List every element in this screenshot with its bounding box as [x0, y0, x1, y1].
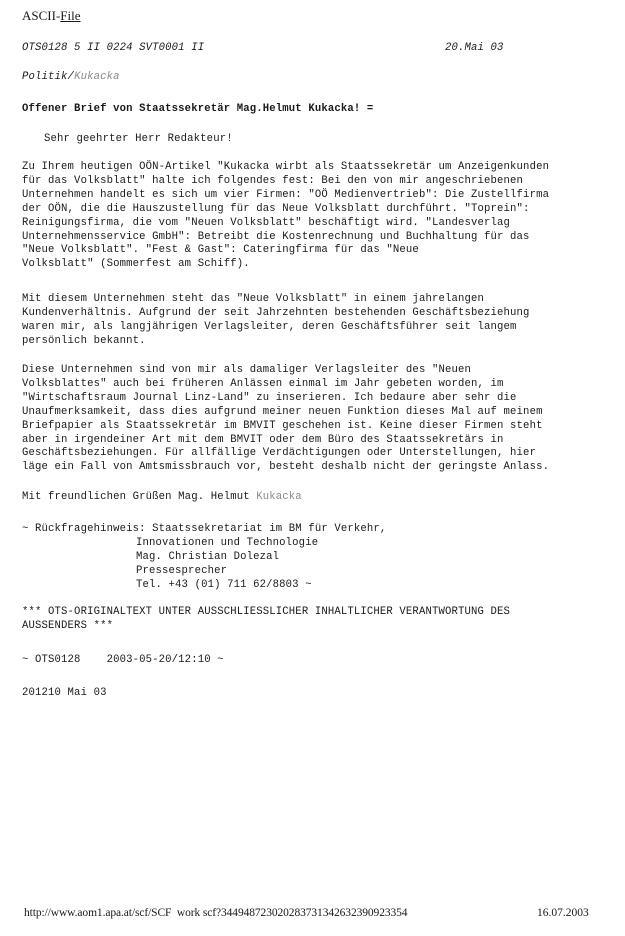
- release-date: 20.Mai 03: [445, 42, 504, 54]
- contact-line: Tel. +43 (01) 711 62/8803 ~: [136, 578, 312, 591]
- paragraph-3: [22, 364, 549, 475]
- letter-title: Offener Brief von Staatssekretär Mag.Helmut Kukacka! =: [22, 103, 374, 115]
- paragraph-line: Zu Ihrem heutigen OÖN-Artikel "Kukacka wirbt als Staatssekretär um Anzeigenkunden: [22, 161, 550, 173]
- contact-line: Mag. Christian Dolezal: [136, 550, 280, 563]
- contact-line: Pressesprecher: [136, 564, 228, 577]
- ots-code: 201210 Mai 03: [22, 687, 107, 699]
- closing-text: Mit freundlichen Grüßen Mag. Helmut: [22, 491, 257, 503]
- paragraph-line: Kundenverhältnis. Aufgrund der seit Jahrzehnten bestehenden Geschäftsbeziehung: [22, 306, 530, 319]
- paragraph-line: Mit diesem Unternehmen steht das "Neue Volksblatt" in einem jahrelangen: [22, 293, 485, 305]
- paragraph-line: Unternehmensservice GmbH": Betreibt die Kostenrechnung und Buchhaltung für das: [22, 230, 530, 243]
- paragraph-line: waren mir, als langjährigen Verlagsleiter, deren Geschäftsführer seit langem: [22, 320, 517, 333]
- paragraph-line: Unternehmen handelt es sich um vier Firmen: "OÖ Medienvertrieb": Die Zustellfirma: [22, 188, 550, 201]
- file-link[interactable]: File: [60, 8, 81, 23]
- ots-id: OTS0128 5 II 0224 SVT0001 II: [22, 42, 205, 54]
- paragraph-line: persönlich bekannt.: [22, 334, 146, 347]
- disclaimer-line: AUSSENDERS ***: [22, 619, 114, 632]
- paragraph-line: Geschäftsbeziehungen. Für allfällige Verdächtigungen oder Unterstellungen, hier: [22, 447, 537, 460]
- footer-date: 16.07.2003: [537, 907, 589, 919]
- paragraph-line: aber in irgendeiner Art mit dem BMVIT oder dem Büro des Staatssekretärs in: [22, 433, 504, 446]
- file-type-label: [22, 8, 81, 24]
- signature-name: Kukacka: [256, 491, 302, 503]
- paragraph-1: [22, 161, 549, 272]
- paragraph-line: "Neue Volksblatt". "Fest & Gast": Cateringfirma für das "Neue: [22, 244, 419, 257]
- paragraph-line: läge ein Fall von Amtsmissbrauch vor, besteht deshalb nicht der geringste Anlass.: [22, 461, 550, 474]
- paragraph-line: der OÖN, die die Hauszustellung für das Neue Volksblatt durchführt. "Toprein":: [22, 202, 530, 215]
- category-keyword: Kukacka: [74, 71, 120, 83]
- footer-url[interactable]: http://www.aom1.apa.at/scf/SCF work scf?344948723020283731342632390923354: [24, 907, 408, 919]
- ots-trailer: ~ OTS0128 2003-05-20/12:10 ~: [22, 654, 224, 666]
- paragraph-2: [22, 293, 530, 349]
- paragraph-line: Volksblattes" auch bei früheren Anlässen einmal im Jahr gebeten worden, im: [22, 377, 504, 390]
- closing-greeting: [22, 491, 302, 505]
- category-label: [22, 71, 120, 85]
- paragraph-line: Reinigungsfirma, die vom "Neuen Volksblatt" beschäftigt wird. "Landesverlag: [22, 216, 511, 229]
- contact-block: [22, 523, 386, 593]
- paragraph-line: Diese Unternehmen sind von mir als damaliger Verlagsleiter des "Neuen: [22, 364, 472, 376]
- category-text: Politik/: [22, 71, 75, 83]
- disclaimer-line: *** OTS-ORIGINALTEXT UNTER AUSSCHLIESSLICHER INHALTLICHER VERANTWORTUNG DES: [22, 606, 511, 618]
- paragraph-line: Unaufmerksamkeit, dass dies aufgrund meiner neuen Funktion dieses Mal auf meinem: [22, 405, 543, 418]
- contact-line: ~ Rückfragehinweis: Staatssekretariat im BM für Verkehr,: [22, 523, 387, 535]
- paragraph-line: "Wirtschaftsraum Journal Linz-Land" zu inserieren. Ich bedaure aber sehr die: [22, 391, 517, 404]
- paragraph-line: Briefpapier als Staatssekretär im BMVIT geschehen ist. Keine dieser Firmen steht: [22, 419, 543, 432]
- paragraph-line: Volksblatt" (Sommerfest am Schiff).: [22, 258, 250, 271]
- file-type-prefix: ASCII-: [22, 8, 61, 23]
- salutation: Sehr geehrter Herr Redakteur!: [44, 133, 233, 145]
- contact-line: Innovationen und Technologie: [136, 536, 319, 549]
- disclaimer: [22, 606, 510, 634]
- paragraph-line: für das Volksblatt" halte ich folgendes fest: Bei den von mir angeschriebenen: [22, 174, 524, 187]
